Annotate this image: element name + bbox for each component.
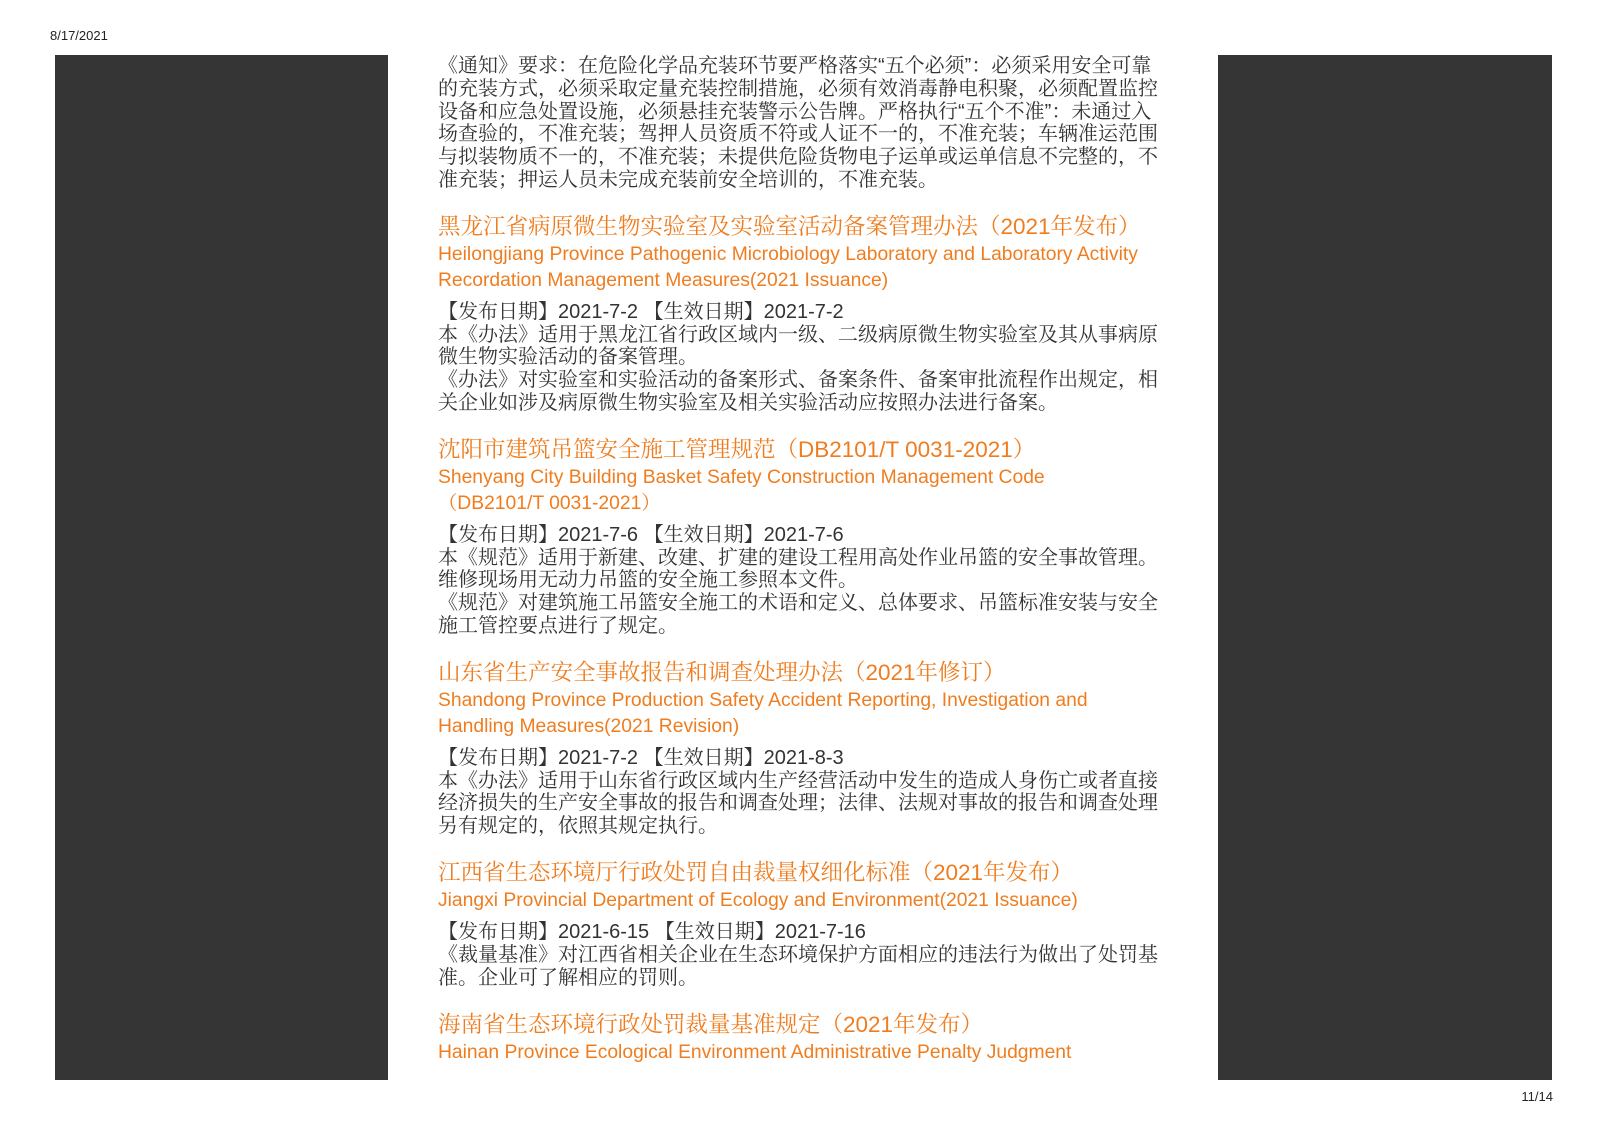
summary-line: 另有规定的，依照其规定执行。 — [438, 815, 718, 838]
regulation-summary — [438, 944, 1198, 990]
regulation-title: 海南省生态环境行政处罚裁量基准规定（2021年发布） — [438, 1011, 984, 1037]
regulation-item — [438, 1011, 1198, 1066]
summary-line: 《办法》对实验室和实验活动的备案形式、备案条件、备案审批流程作出规定，相 — [438, 369, 1158, 392]
regulation-dates — [438, 301, 1198, 324]
english-title-line: Heilongjiang Province Pathogenic Microbiology Laboratory and Laboratory Activity — [438, 244, 1138, 266]
article-content — [438, 55, 1198, 1066]
regulation-dates — [438, 747, 1198, 770]
effective-date: 2021-7-2 — [763, 300, 844, 323]
effective-date-label: 【生效日期】 — [654, 920, 775, 943]
publish-date-label: 【发布日期】 — [438, 746, 558, 769]
publish-date-label: 【发布日期】 — [438, 523, 558, 546]
effective-date: 2021-8-3 — [763, 746, 844, 769]
publish-date-label: 【发布日期】 — [438, 920, 558, 943]
regulation-item — [438, 436, 1198, 637]
english-title-line: Shenyang City Building Basket Safety Construction Management Code — [438, 467, 1045, 489]
regulation-english-title — [438, 465, 1198, 517]
intro-line: 场查验的，不准充装；驾押人员资质不符或人证不一的，不准充装；车辆准运范围 — [438, 123, 1158, 146]
regulation-summary — [438, 770, 1198, 838]
english-title-line: Hainan Province Ecological Environment Administrative Penalty Judgment — [438, 1041, 1072, 1063]
intro-line: 《通知》要求：在危险化学品充装环节要严格落实“五个必须”：必须采用安全可靠 — [438, 55, 1152, 77]
page-number: 11/14 — [1521, 1089, 1553, 1104]
intro-line: 与拟装物质不一的，不准充装；未提供危险货物电子运单或运单信息不完整的，不 — [438, 146, 1158, 169]
summary-line: 维修现场用无动力吊篮的安全施工参照本文件。 — [438, 569, 858, 592]
summary-line: 本《规范》适用于新建、改建、扩建的建设工程用高处作业吊篮的安全事故管理。 — [438, 546, 1158, 569]
regulation-title: 江西省生态环境厅行政处罚自由裁量权细化标准（2021年发布） — [438, 860, 1074, 886]
summary-line: 准。企业可了解相应的罚则。 — [438, 966, 698, 989]
intro-line: 设备和应急处置设施，必须悬挂充装警示公告牌。严格执行“五个不准”：未通过入 — [438, 100, 1152, 123]
effective-date: 2021-7-16 — [774, 920, 866, 943]
summary-line: 经济损失的生产安全事故的报告和调查处理；法律、法规对事故的报告和调查处理 — [438, 792, 1158, 815]
summary-line: 微生物实验活动的备案管理。 — [438, 346, 698, 369]
summary-line: 本《办法》适用于山东省行政区域内生产经营活动中发生的造成人身伤亡或者直接 — [438, 769, 1158, 792]
regulation-english-title — [438, 1040, 1198, 1066]
effective-date: 2021-7-6 — [763, 523, 844, 546]
english-title-line: Recordation Management Measures(2021 Issuance) — [438, 270, 889, 292]
effective-date-label: 【生效日期】 — [643, 746, 764, 769]
intro-line: 准充装；押运人员未完成充装前安全培训的，不准充装。 — [438, 168, 938, 191]
regulation-english-title — [438, 688, 1198, 740]
effective-date-label: 【生效日期】 — [643, 300, 764, 323]
effective-date-label: 【生效日期】 — [643, 523, 764, 546]
regulation-title: 沈阳市建筑吊篮安全施工管理规范（DB2101/T 0031-2021） — [438, 437, 1036, 463]
publish-date: 2021-6-15 — [558, 920, 650, 943]
english-title-line: Jiangxi Provincial Department of Ecology and Environment(2021 Issuance) — [438, 890, 1078, 912]
publish-date: 2021-7-2 — [558, 746, 639, 769]
publish-date-label: 【发布日期】 — [438, 300, 558, 323]
english-title-line: Handling Measures(2021 Revision) — [438, 716, 740, 738]
publish-date: 2021-7-6 — [558, 523, 639, 546]
intro-line: 的充装方式，必须采取定量充装控制措施，必须有效消毒静电积聚，必须配置监控 — [438, 77, 1158, 100]
intro-paragraph — [438, 55, 1198, 192]
regulation-item — [438, 859, 1198, 989]
regulation-item — [438, 659, 1198, 838]
regulation-english-title — [438, 888, 1198, 914]
summary-line: 关企业如涉及病原微生物实验室及相关实验活动应按照办法进行备案。 — [438, 391, 1058, 414]
summary-line: 《规范》对建筑施工吊篮安全施工的术语和定义、总体要求、吊篮标准安装与安全 — [438, 592, 1158, 615]
left-side-panel — [55, 55, 388, 1080]
publish-date: 2021-7-2 — [558, 300, 639, 323]
right-side-panel — [1218, 55, 1552, 1080]
summary-line: 《裁量基准》对江西省相关企业在生态环境保护方面相应的违法行为做出了处罚基 — [438, 943, 1158, 966]
regulation-title: 山东省生产安全事故报告和调查处理办法（2021年修订） — [438, 660, 1006, 686]
regulation-dates — [438, 921, 1198, 944]
regulation-summary — [438, 547, 1198, 638]
regulation-english-title — [438, 242, 1198, 294]
summary-line: 本《办法》适用于黑龙江省行政区域内一级、二级病原微生物实验室及其从事病原 — [438, 323, 1158, 346]
regulation-dates — [438, 524, 1198, 547]
english-title-line: （DB2101/T 0031-2021） — [438, 493, 661, 515]
regulation-title: 黑龙江省病原微生物实验室及实验室活动备案管理办法（2021年发布） — [438, 214, 1141, 240]
summary-line: 施工管控要点进行了规定。 — [438, 614, 678, 637]
regulation-summary — [438, 324, 1198, 415]
print-date: 8/17/2021 — [50, 28, 108, 43]
regulation-item — [438, 213, 1198, 414]
english-title-line: Shandong Province Production Safety Accident Reporting, Investigation and — [438, 690, 1088, 712]
